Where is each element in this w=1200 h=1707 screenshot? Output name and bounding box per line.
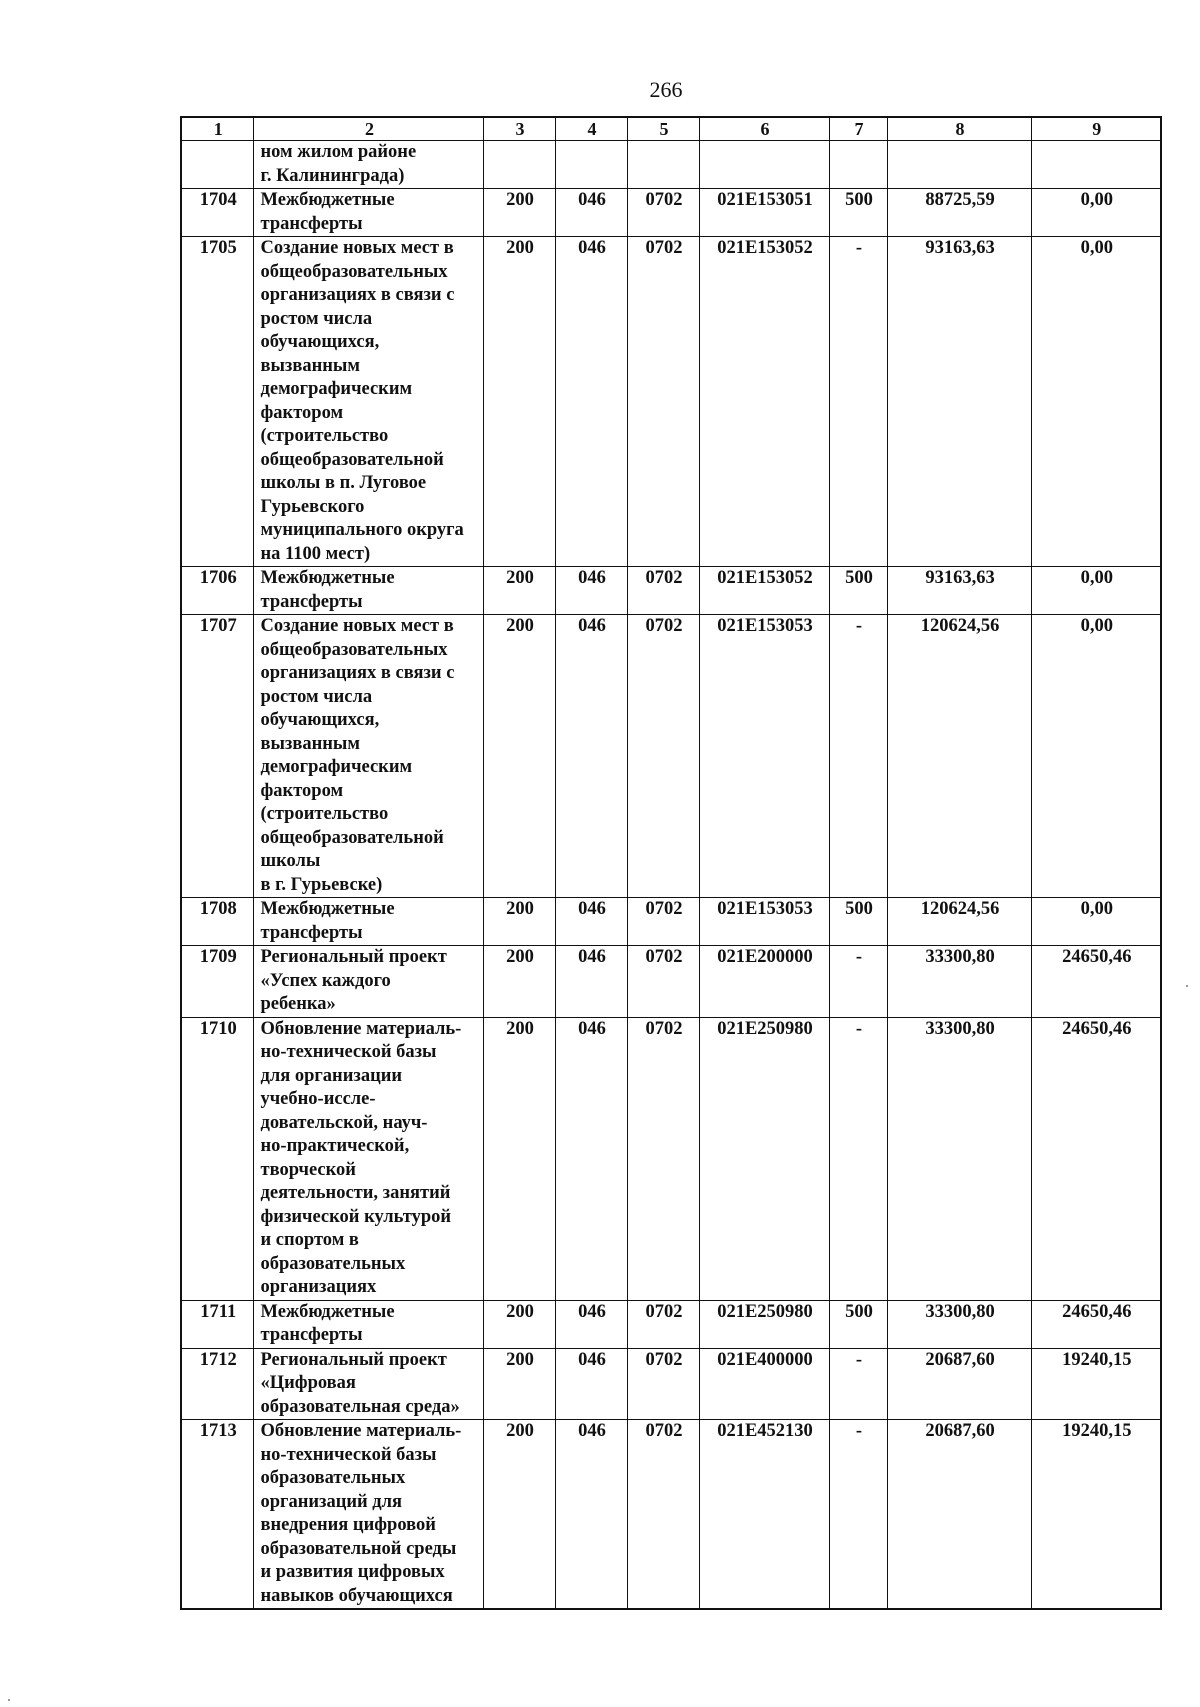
code-6-cell: 021E250980 (699, 1300, 829, 1348)
code-4-cell: 046 (555, 1017, 627, 1300)
row-number-cell: 1711 (181, 1300, 253, 1348)
amount-9-cell: 0,00 (1031, 898, 1161, 946)
budget-table (180, 116, 1162, 1610)
amount-8-cell: 120624,56 (887, 898, 1031, 946)
amount-9-cell: 0,00 (1031, 615, 1161, 898)
header-cell-8: 8 (887, 117, 1031, 141)
header-cell-3: 3 (483, 117, 555, 141)
amount-8-cell: 93163,63 (887, 567, 1031, 615)
table-row (181, 898, 1161, 946)
row-number-cell: 1710 (181, 1017, 253, 1300)
amount-8-cell: 33300,80 (887, 1300, 1031, 1348)
row-number-cell: 1709 (181, 946, 253, 1018)
amount-8-cell: 33300,80 (887, 946, 1031, 1018)
row-number-cell: 1705 (181, 237, 253, 567)
header-cell-5: 5 (627, 117, 699, 141)
row-name-cell: Создание новых мест в общеобразовательных организациях в связи с ростом числа обучающихся, вызванным демографическим фактором (строительство общеобразовательной школы в п. Луговое Гурьевского муниципального округа на 1100 мест) (253, 237, 483, 567)
code-3-cell: 200 (483, 189, 555, 237)
code-7-cell: - (829, 1420, 887, 1610)
amount-8-cell: 20687,60 (887, 1420, 1031, 1610)
code-7-cell: 500 (829, 189, 887, 237)
header-cell-4: 4 (555, 117, 627, 141)
row-name-cell: Создание новых мест в общеобразовательных организациях в связи с ростом числа обучающихся, вызванным демографическим фактором (строительство общеобразовательной школы в г. Гурьевске) (253, 615, 483, 898)
code-4-cell: 046 (555, 567, 627, 615)
table-row (181, 615, 1161, 898)
code-5-cell: 0702 (627, 946, 699, 1018)
amount-9-cell: 24650,46 (1031, 1017, 1161, 1300)
code-4-cell: 046 (555, 189, 627, 237)
code-4-cell: 046 (555, 1348, 627, 1420)
code-6-cell: 021E153051 (699, 189, 829, 237)
code-7-cell: - (829, 1348, 887, 1420)
header-cell-1: 1 (181, 117, 253, 141)
code-6-cell: 021E153053 (699, 898, 829, 946)
row-name-cell: Межбюджетные трансферты (253, 567, 483, 615)
row-number-cell: 1704 (181, 189, 253, 237)
code-4-cell: 046 (555, 237, 627, 567)
row-number-cell: 1706 (181, 567, 253, 615)
code-3-cell: 200 (483, 615, 555, 898)
code-6-cell: 021E153053 (699, 615, 829, 898)
code-7-cell: 500 (829, 567, 887, 615)
code-6-cell: 021E250980 (699, 1017, 829, 1300)
table-row (181, 1348, 1161, 1420)
row-name-cell: Обновление материаль- но-технической базы для организации учебно-иссле- довательской, науч- но-практической, творческой деятельности, занятий физической культурой и спортом в образовательных организациях (253, 1017, 483, 1300)
code-3-cell: 200 (483, 1420, 555, 1610)
code-5-cell: 0702 (627, 1017, 699, 1300)
table-row (181, 141, 1161, 189)
scan-speck (1186, 985, 1188, 987)
code-7-cell: - (829, 946, 887, 1018)
scan-speck (8, 1699, 10, 1701)
table-row (181, 1420, 1161, 1610)
header-cell-9: 9 (1031, 117, 1161, 141)
row-number-cell (181, 141, 253, 189)
table-header-row (181, 117, 1161, 141)
code-3-cell: 200 (483, 567, 555, 615)
code-4-cell: 046 (555, 898, 627, 946)
amount-8-cell: 120624,56 (887, 615, 1031, 898)
code-3-cell: 200 (483, 1348, 555, 1420)
amount-9-cell: 0,00 (1031, 189, 1161, 237)
row-number-cell: 1712 (181, 1348, 253, 1420)
table-row (181, 946, 1161, 1018)
code-5-cell (627, 141, 699, 189)
row-number-cell: 1707 (181, 615, 253, 898)
code-7-cell: - (829, 615, 887, 898)
row-name-cell: Межбюджетные трансферты (253, 898, 483, 946)
code-4-cell: 046 (555, 946, 627, 1018)
amount-9-cell (1031, 141, 1161, 189)
table-row (181, 237, 1161, 567)
amount-9-cell: 24650,46 (1031, 946, 1161, 1018)
code-5-cell: 0702 (627, 237, 699, 567)
code-7-cell: 500 (829, 898, 887, 946)
amount-8-cell: 33300,80 (887, 1017, 1031, 1300)
table-row (181, 189, 1161, 237)
amount-9-cell: 0,00 (1031, 237, 1161, 567)
amount-9-cell: 0,00 (1031, 567, 1161, 615)
row-number-cell: 1708 (181, 898, 253, 946)
header-cell-6: 6 (699, 117, 829, 141)
code-7-cell: - (829, 1017, 887, 1300)
table-row (181, 1300, 1161, 1348)
table-row (181, 567, 1161, 615)
row-name-cell: Обновление материаль- но-технической базы образовательных организаций для внедрения цифровой образовательной среды и развития цифровых навыков обучающихся (253, 1420, 483, 1610)
row-name-cell: ном жилом районе г. Калининграда) (253, 141, 483, 189)
header-cell-2: 2 (253, 117, 483, 141)
amount-8-cell (887, 141, 1031, 189)
row-name-cell: Региональный проект «Цифровая образовательная среда» (253, 1348, 483, 1420)
code-7-cell: 500 (829, 1300, 887, 1348)
code-3-cell: 200 (483, 898, 555, 946)
code-5-cell: 0702 (627, 898, 699, 946)
table-body (181, 117, 1161, 1609)
row-name-cell: Межбюджетные трансферты (253, 189, 483, 237)
code-6-cell: 021E452130 (699, 1420, 829, 1610)
code-3-cell: 200 (483, 946, 555, 1018)
code-3-cell (483, 141, 555, 189)
code-3-cell: 200 (483, 1017, 555, 1300)
code-3-cell: 200 (483, 237, 555, 567)
amount-8-cell: 88725,59 (887, 189, 1031, 237)
amount-8-cell: 93163,63 (887, 237, 1031, 567)
code-6-cell: 021E153052 (699, 237, 829, 567)
code-4-cell: 046 (555, 615, 627, 898)
code-6-cell: 021E200000 (699, 946, 829, 1018)
amount-9-cell: 19240,15 (1031, 1420, 1161, 1610)
code-5-cell: 0702 (627, 1348, 699, 1420)
code-5-cell: 0702 (627, 615, 699, 898)
row-name-cell: Региональный проект «Успех каждого ребенка» (253, 946, 483, 1018)
row-name-cell: Межбюджетные трансферты (253, 1300, 483, 1348)
code-6-cell: 021E400000 (699, 1348, 829, 1420)
code-6-cell: 021E153052 (699, 567, 829, 615)
code-4-cell: 046 (555, 1420, 627, 1610)
code-4-cell: 046 (555, 1300, 627, 1348)
row-number-cell: 1713 (181, 1420, 253, 1610)
amount-9-cell: 24650,46 (1031, 1300, 1161, 1348)
code-4-cell (555, 141, 627, 189)
amount-9-cell: 19240,15 (1031, 1348, 1161, 1420)
code-5-cell: 0702 (627, 1420, 699, 1610)
code-6-cell (699, 141, 829, 189)
code-7-cell (829, 141, 887, 189)
code-5-cell: 0702 (627, 567, 699, 615)
code-3-cell: 200 (483, 1300, 555, 1348)
amount-8-cell: 20687,60 (887, 1348, 1031, 1420)
code-7-cell: - (829, 237, 887, 567)
code-5-cell: 0702 (627, 1300, 699, 1348)
table-row (181, 1017, 1161, 1300)
page-number: 266 (649, 77, 683, 102)
header-cell-7: 7 (829, 117, 887, 141)
code-5-cell: 0702 (627, 189, 699, 237)
